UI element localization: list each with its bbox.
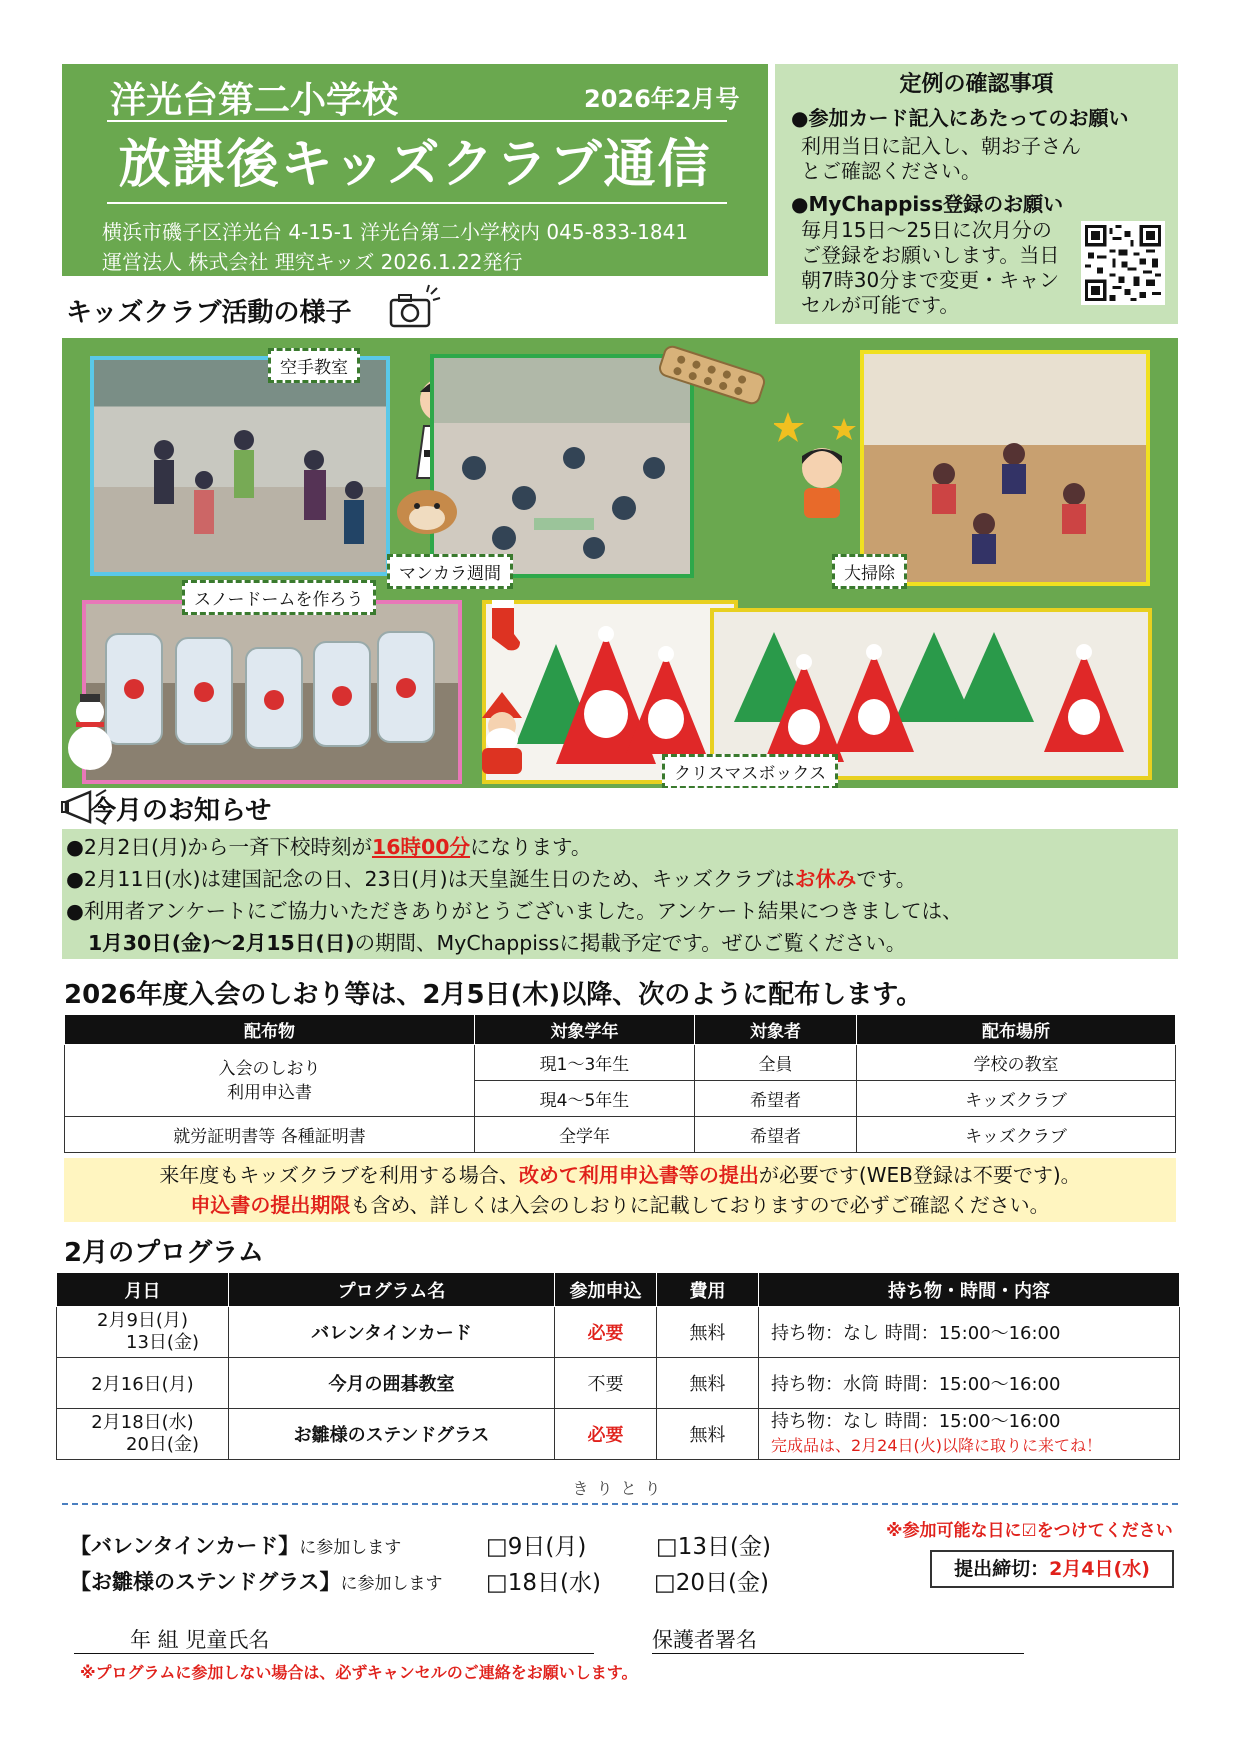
caption-snow-dome: スノードームを作ろう <box>182 580 376 615</box>
table-cell: 現1～3年生 <box>475 1045 695 1081</box>
newsletter-title: 放課後キッズクラブ通信 <box>118 135 712 195</box>
news-text: ●2月2日(月)から一斉下校時刻が <box>66 835 372 859</box>
date-line: 2月9日(月) <box>97 1310 188 1331</box>
apply-cell: 必要 <box>555 1307 657 1358</box>
note-text: も含め、詳しくは入会のしおりに記載しておりますので必ずご確認ください。 <box>350 1193 1050 1217</box>
table-row <box>57 1307 1180 1358</box>
program-label: 【お雛様のステンドグラス】 <box>70 1570 341 1594</box>
notice-item-title: ●参加カード記入にあたってのお願い <box>791 106 1129 130</box>
table-header-row <box>65 1015 1176 1045</box>
stocking-illustration <box>480 598 526 654</box>
date-cell <box>57 1409 229 1460</box>
table-cell: キッズクラブ <box>857 1117 1176 1153</box>
distribution-table <box>64 1014 1176 1153</box>
news-text: の期間、MyChappissに掲載予定です。ぜひご覧ください。 <box>354 931 907 955</box>
note-text: が必要です(WEB登録は不要です)。 <box>758 1163 1081 1187</box>
hamster-illustration <box>392 478 462 538</box>
note-line <box>64 1190 1176 1220</box>
distribution-title: 2026年度入会のしおり等は、2月5日(木)以降、次のように配布します。 <box>64 980 923 1010</box>
table-cell: 現4～5年生 <box>475 1081 695 1117</box>
masthead <box>62 64 768 276</box>
notice-item-body: 利用当日に記入し、朝お子さんとご確認ください。 <box>801 134 1081 183</box>
caption-mankala: マンカラ週間 <box>387 554 513 589</box>
date-line: 2月16日(月) <box>91 1374 194 1395</box>
program-table <box>56 1272 1180 1460</box>
santa-illustration <box>467 688 537 778</box>
column-header: 持ち物・時間・内容 <box>759 1273 1180 1307</box>
checkbox-13th[interactable]: □13日(金) <box>656 1534 771 1560</box>
notice-panel <box>775 64 1178 324</box>
photo-cleaning <box>860 350 1150 586</box>
form-row <box>70 1530 401 1560</box>
program-label: 【バレンタインカード】 <box>70 1534 300 1558</box>
news-line <box>66 927 1178 959</box>
news-highlight: お休み <box>794 867 857 891</box>
table-row <box>57 1358 1180 1409</box>
date-cell <box>57 1358 229 1409</box>
table-row <box>57 1409 1180 1460</box>
news-text: になります。 <box>470 835 592 859</box>
table-cell: 全員 <box>695 1045 857 1081</box>
news-text: です。 <box>856 867 917 891</box>
deadline-value: 2月4日(水) <box>1049 1558 1150 1580</box>
fee-cell: 無料 <box>657 1358 759 1409</box>
fee-cell: 無料 <box>657 1409 759 1460</box>
notice-item-body: 毎月15日～25日に次月分のご登録をお願いします。当日朝7時30分まで変更・キャンセルが可能です。 <box>801 218 1060 317</box>
date-line: 20日(金) <box>126 1434 199 1455</box>
deadline-box <box>930 1550 1174 1588</box>
apply-cell: 必要 <box>555 1409 657 1460</box>
program-title: 2月のプログラム <box>64 1238 264 1268</box>
table-header-row <box>57 1273 1180 1307</box>
column-header: 配布場所 <box>857 1015 1176 1045</box>
checkbox-20th[interactable]: □20日(金) <box>654 1570 769 1596</box>
column-header: 月日 <box>57 1273 229 1307</box>
program-name: 今月の囲碁教室 <box>229 1358 555 1409</box>
checkbox-18th[interactable]: □18日(水) <box>486 1570 601 1596</box>
news-highlight: 1月30日(金)～2月15日(日) <box>88 931 355 955</box>
star-decoration-icon <box>774 410 884 450</box>
note-highlight: 改めて利用申込書等の提出 <box>518 1163 759 1187</box>
guardian-label: 保護者署名 <box>652 1628 757 1652</box>
news-text: ●2月11日(水)は建国記念の日、23日(月)は天皇誕生日のため、キッズクラブは <box>66 867 795 891</box>
table-cell: 就労証明書等 各種証明書 <box>65 1117 475 1153</box>
guardian-signature-field[interactable] <box>652 1624 1024 1654</box>
form-suffix: に参加します <box>299 1538 402 1558</box>
deadline-label: 提出締切： <box>954 1558 1050 1580</box>
table-cell: 全学年 <box>475 1117 695 1153</box>
photo-collage <box>62 338 1178 788</box>
news-title: 今月のお知らせ <box>90 796 272 826</box>
detail-note: 完成品は、2月24日(火)以降に取りに来てね！ <box>771 1436 1103 1455</box>
check-note: ※参加可能な日に☑をつけてください <box>886 1521 1173 1541</box>
qr-code-icon[interactable] <box>1081 221 1165 305</box>
detail-cell: 持ち物：水筒 時間：15:00～16:00 <box>759 1358 1180 1409</box>
mankala-board-illustration <box>652 340 772 410</box>
photo-karate <box>90 356 390 576</box>
distribution-note <box>64 1158 1176 1222</box>
detail-line: 持ち物：なし 時間：15:00～16:00 <box>771 1411 1061 1432</box>
table-cell: 希望者 <box>695 1081 857 1117</box>
table-cell: キッズクラブ <box>857 1081 1176 1117</box>
cleaning-illustration <box>782 438 872 528</box>
date-line: 13日(金) <box>126 1332 199 1353</box>
school-name: 洋光台第二小学校 <box>110 80 399 121</box>
note-highlight: 申込書の提出期限 <box>190 1193 351 1217</box>
fee-cell: 無料 <box>657 1307 759 1358</box>
cut-label: きりとり <box>572 1479 669 1498</box>
column-header: 対象学年 <box>475 1015 695 1045</box>
program-name: お雛様のステンドグラス <box>229 1409 555 1460</box>
snowman-illustration <box>62 688 118 778</box>
caption-cleaning: 大掃除 <box>832 554 907 589</box>
note-text: 来年度もキッズクラブを利用する場合、 <box>159 1163 519 1187</box>
news-highlight: 16時00分 <box>371 835 471 859</box>
divider <box>107 202 727 204</box>
date-line: 2月18日(水) <box>91 1412 194 1433</box>
camera-icon <box>385 284 441 338</box>
caption-karate: 空手教室 <box>268 348 360 383</box>
address: 横浜市磯子区洋光台 4-15-1 洋光台第二小学校内 045-833-1841 <box>102 220 689 244</box>
notice-title: 定例の確認事項 <box>899 72 1054 97</box>
column-header: 対象者 <box>695 1015 857 1045</box>
news-panel <box>62 829 1178 959</box>
cell-line: 利用申込書 <box>227 1082 312 1103</box>
notice-item-title: ●MyChappiss登録のお願い <box>791 192 1064 216</box>
cancel-note: ※プログラムに参加しない場合は、必ずキャンセルのご連絡をお願いします。 <box>80 1663 638 1682</box>
operator: 運営法人 株式会社 理究キッズ 2026.1.22発行 <box>102 250 523 274</box>
table-row <box>65 1117 1176 1153</box>
student-label: 年 組 児童氏名 <box>130 1628 270 1652</box>
table-row <box>65 1045 1176 1081</box>
news-line: ●利用者アンケートにご協力いただきありがとうございました。アンケート結果につきましては、 <box>66 899 963 923</box>
column-header: プログラム名 <box>229 1273 555 1307</box>
form-suffix: に参加します <box>340 1574 443 1594</box>
cut-line <box>62 1503 1178 1505</box>
note-line <box>64 1160 1176 1190</box>
news-line <box>66 863 1178 895</box>
apply-cell: 不要 <box>555 1358 657 1409</box>
form-row <box>70 1566 442 1596</box>
column-header: 費用 <box>657 1273 759 1307</box>
table-cell: 希望者 <box>695 1117 857 1153</box>
activities-title: キッズクラブ活動の様子 <box>66 298 352 328</box>
program-name: バレンタインカード <box>229 1307 555 1358</box>
table-cell: 学校の教室 <box>857 1045 1176 1081</box>
detail-cell: 持ち物：なし 時間：15:00～16:00 <box>759 1307 1180 1358</box>
table-cell <box>65 1045 475 1117</box>
checkbox-9th[interactable]: □9日(月) <box>486 1534 587 1560</box>
caption-christmas-box: クリスマスボックス <box>662 754 838 788</box>
student-name-field[interactable] <box>74 1624 594 1654</box>
news-line <box>66 831 1178 863</box>
column-header: 参加申込 <box>555 1273 657 1307</box>
column-header: 配布物 <box>65 1015 475 1045</box>
cell-line: 入会のしおり <box>218 1058 321 1079</box>
issue-label: 2026年2月号 <box>584 85 740 113</box>
detail-cell <box>759 1409 1180 1460</box>
date-cell <box>57 1307 229 1358</box>
photo-snow-dome <box>82 600 462 784</box>
